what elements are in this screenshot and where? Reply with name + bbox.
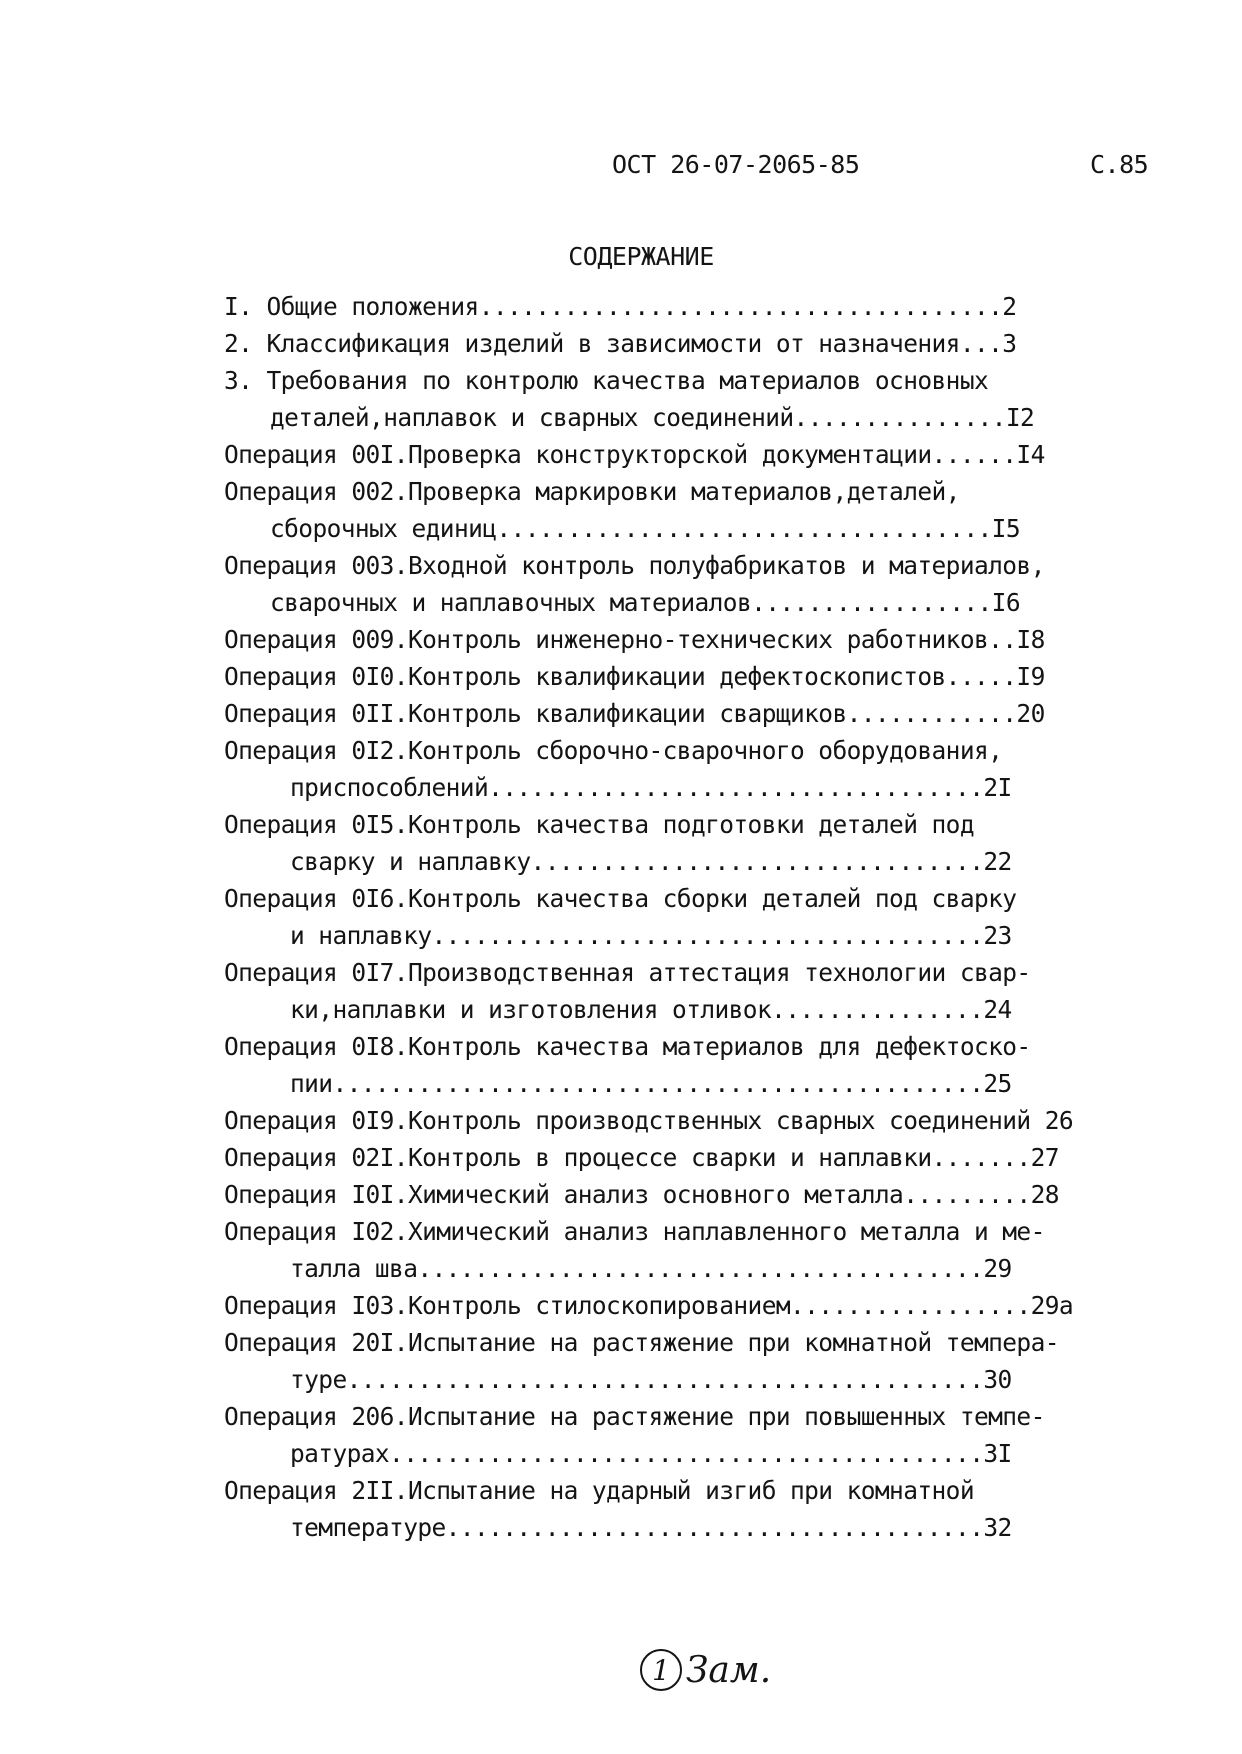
toc-line: Операция 0I7.Производственная аттестация технологии свар- [224,958,1031,987]
document-code: ОСТ 26-07-2065-85 [612,150,860,179]
toc-line: Операция 003.Входной контроль полуфабрикатов и материалов, [224,551,1045,580]
toc-line: сварку и наплавку................................22 [290,847,1012,876]
toc-line: Операция 0I5.Контроль качества подготовки деталей под [224,810,974,839]
toc-line: Операция 0II.Контроль квалификации сварщиков............20 [224,699,1045,728]
toc-line: деталей,наплавок и сварных соединений...............I2 [270,403,1035,432]
toc-line: 3. Требования по контролю качества материалов основных [224,366,989,395]
toc-line: Операция 2II.Испытание на ударный изгиб при комнатной [224,1476,974,1505]
toc-line: приспособлений...................................2I [290,773,1012,802]
toc-line: Операция I03.Контроль стилоскопированием.................29а [224,1291,1074,1320]
toc-line: Операция 0I0.Контроль квалификации дефектоскопистов.....I9 [224,662,1045,691]
page-number: С.85 [1090,150,1149,179]
toc-line: Операция 02I.Контроль в процессе сварки и наплавки.......27 [224,1143,1059,1172]
toc-line: Операция 0I2.Контроль сборочно-сварочного оборудования, [224,736,1003,765]
toc-line: Операция 002.Проверка маркировки материалов,деталей, [224,477,960,506]
toc-line: Операция 0I8.Контроль качества материалов для дефектоско- [224,1032,1031,1061]
toc-line: ки,наплавки и изготовления отливок...............24 [290,995,1012,1024]
toc-line: сварочных и наплавочных материалов.................I6 [270,588,1020,617]
toc-line: и наплавку.......................................23 [290,921,1012,950]
toc-line: Операция 0I6.Контроль качества сборки деталей под сварку [224,884,1017,913]
toc-line: Операция 206.Испытание на растяжение при повышенных темпе- [224,1402,1045,1431]
toc-line: талла шва........................................29 [290,1254,1012,1283]
page-header [0,150,1242,190]
note-text: Зам. [686,1649,772,1691]
toc-line: Операция 009.Контроль инженерно-технических работников..I8 [224,625,1045,654]
toc-line: пии..............................................25 [290,1069,1012,1098]
toc-line: I. Общие положения.....................................2 [224,292,1017,321]
toc-line: 2. Классификация изделий в зависимости от назначения...3 [224,329,1017,358]
toc-line: Операция I0I.Химический анализ основного металла.........28 [224,1180,1059,1209]
toc-line: ратурах..........................................3I [290,1439,1012,1468]
toc-line: сборочных единиц...................................I5 [270,514,1020,543]
table-of-contents [224,288,1174,1546]
toc-line: туре.............................................30 [290,1365,1012,1394]
toc-line: Операция 0I9.Контроль производственных сварных соединений 26 [224,1106,1074,1135]
toc-line: Операция 20I.Испытание на растяжение при комнатной темпера- [224,1328,1059,1357]
handwritten-note [640,1640,771,1700]
circled-number: 1 [640,1649,682,1691]
toc-line: температуре......................................32 [290,1513,1012,1542]
toc-line: Операция I02.Химический анализ наплавленного металла и ме- [224,1217,1045,1246]
toc-line: Операция 00I.Проверка конструкторской документации......I4 [224,440,1045,469]
toc-title: СОДЕРЖАНИЕ [568,242,714,271]
